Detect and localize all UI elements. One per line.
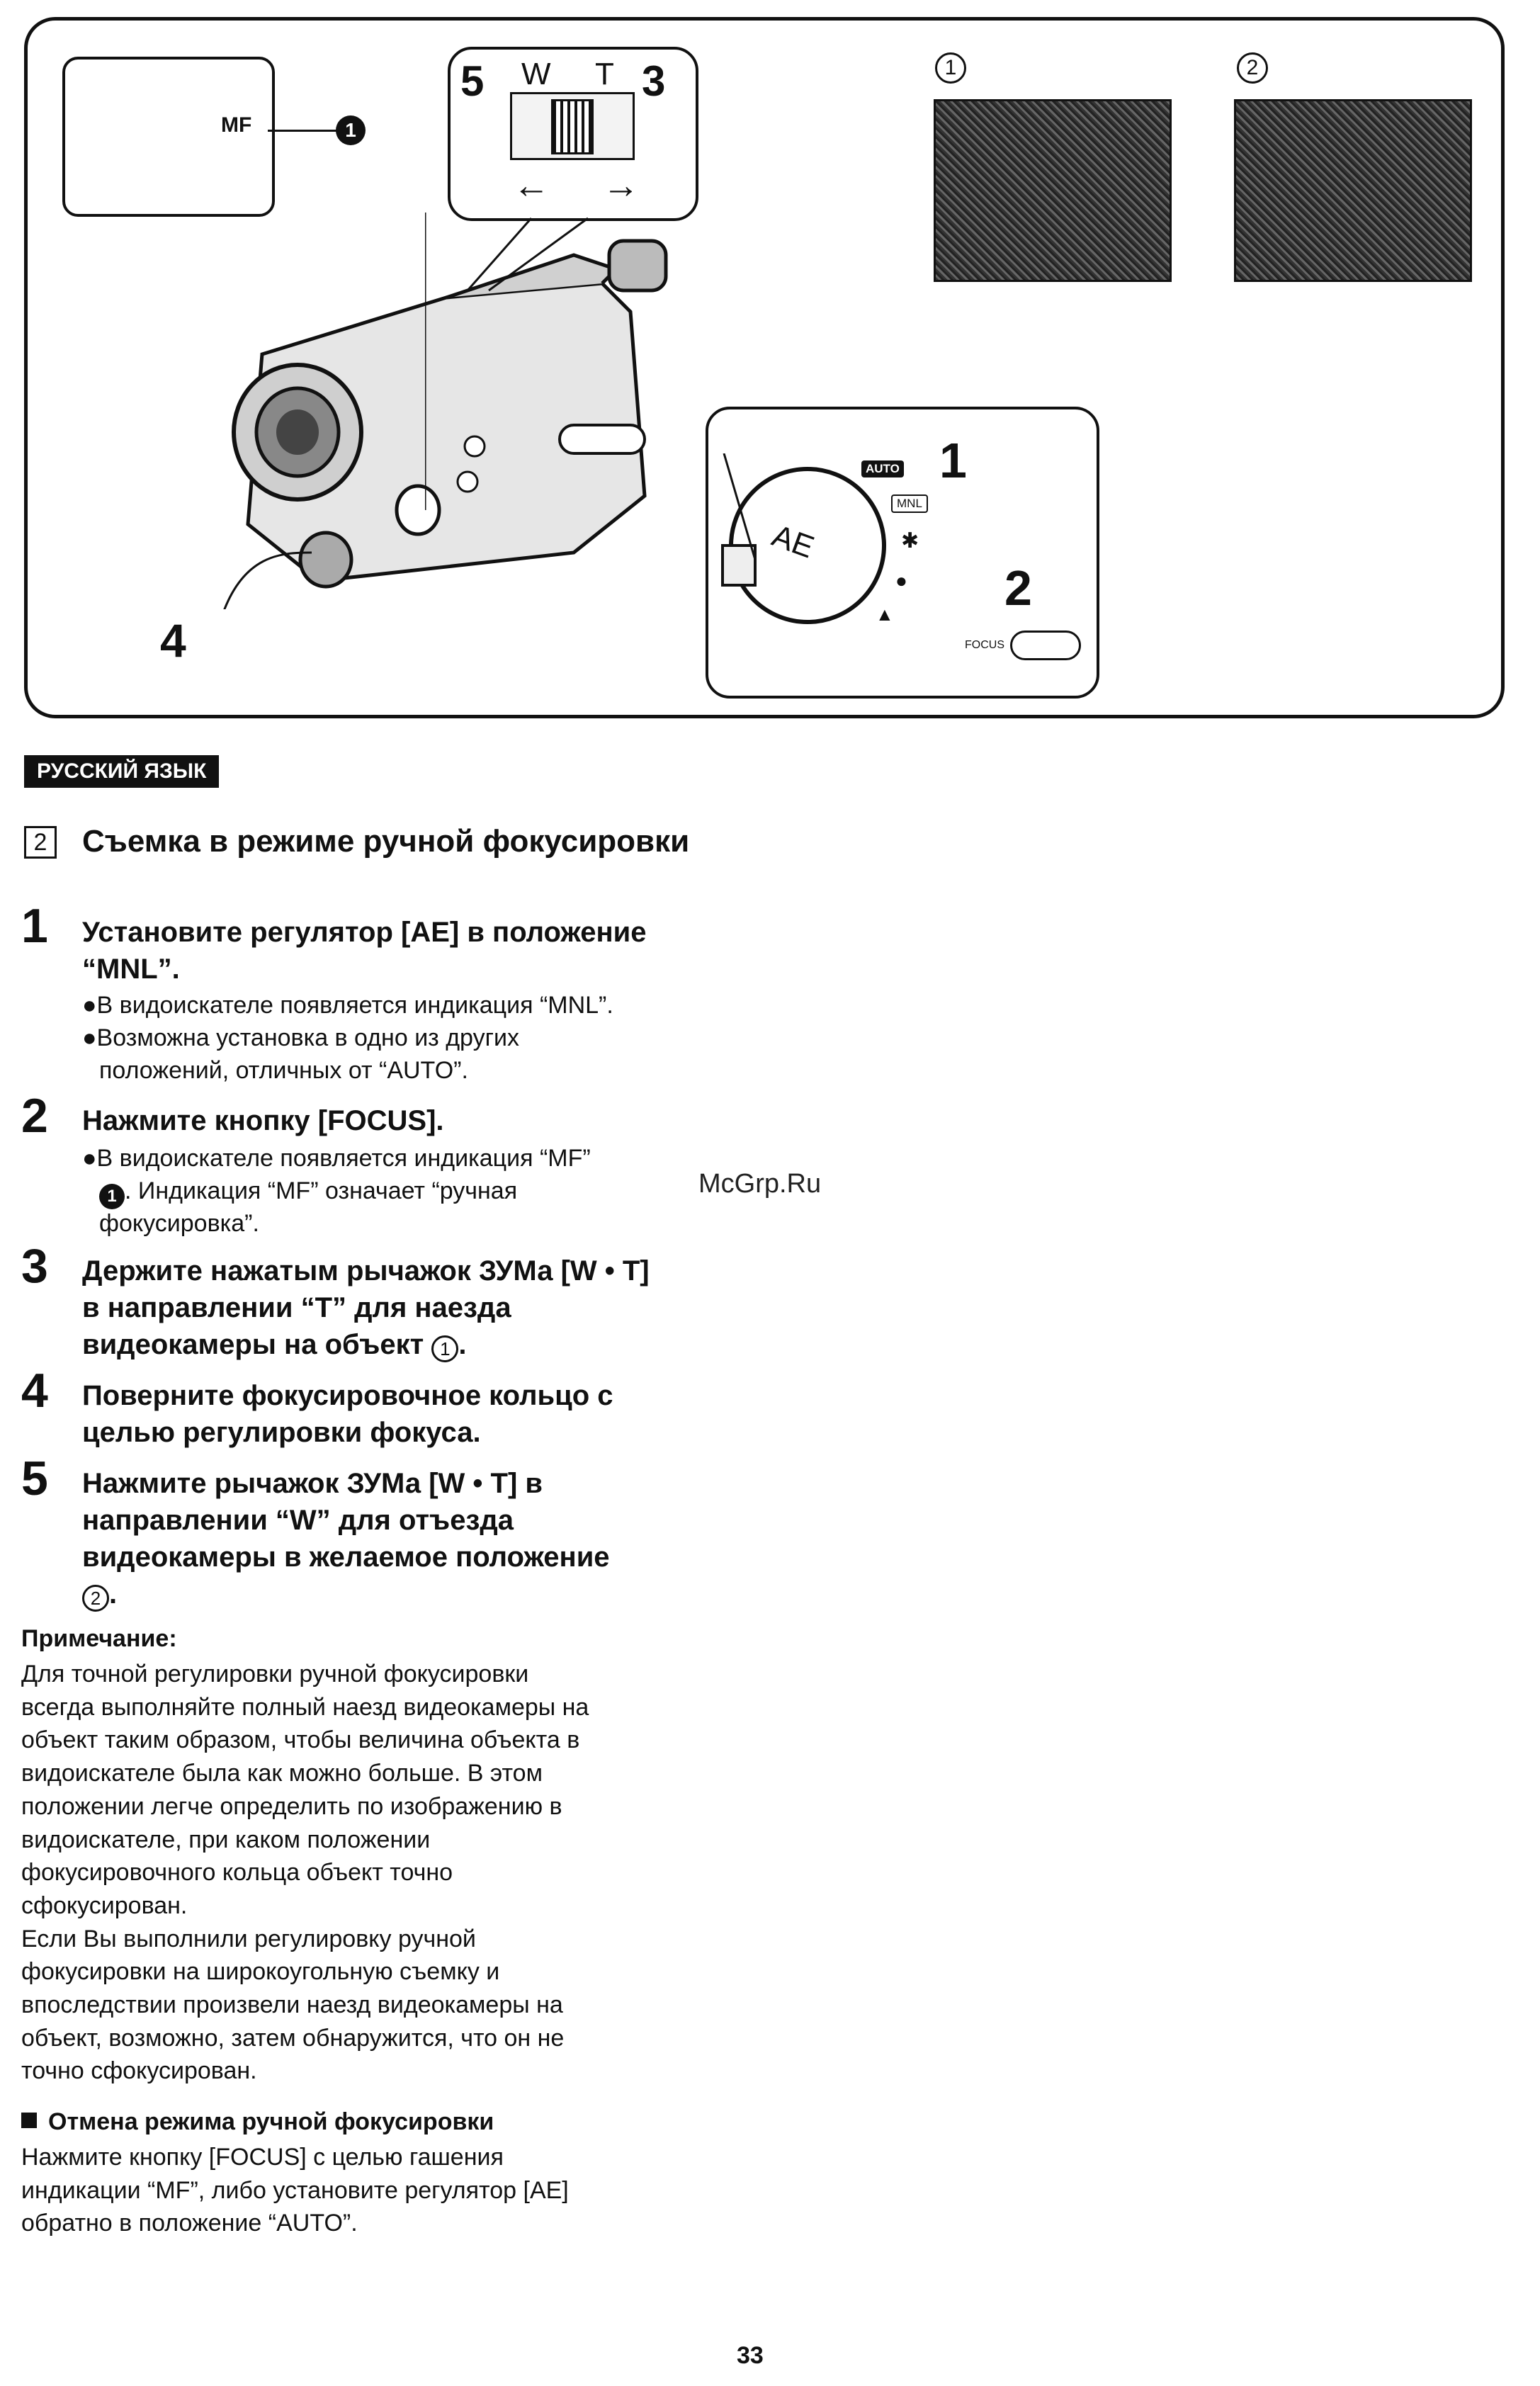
ae-mnl-mode-label: MNL xyxy=(891,494,928,513)
cancel-body xyxy=(21,2141,701,2240)
step-2-bullet-1-text: . Индикация “MF” означает “ручная xyxy=(125,1177,518,1204)
step-1-number: 1 xyxy=(21,899,48,953)
step-1-bullet-2: ●Возможна установка в одно из других xyxy=(82,1024,519,1051)
callout-pointer-lines xyxy=(425,213,723,510)
step-1-title: Установите регулятор [AE] в положение “MNL”. xyxy=(82,917,647,985)
ae-step-label-2: 2 xyxy=(1004,560,1032,616)
step-5-end: . xyxy=(109,1578,118,1610)
step-5-number: 5 xyxy=(21,1452,48,1505)
zoom-w-label: W xyxy=(521,57,551,91)
focus-button xyxy=(1010,631,1081,660)
square-bullet-icon xyxy=(21,2113,37,2128)
note-line: всегда выполняйте полный наезд видеокамеры на xyxy=(21,1693,589,1721)
note-line: сфокусирован. xyxy=(21,1892,188,1919)
zoom-slider-knob xyxy=(551,99,594,154)
note-line: точно сфокусирован. xyxy=(21,2057,257,2085)
note-title: Примечание: xyxy=(21,1625,177,1652)
focus-ring-label-4: 4 xyxy=(160,614,186,667)
note-line: впоследствии произвели наезд видеокамеры на xyxy=(21,1991,563,2019)
callout-line xyxy=(268,130,339,132)
step-5-line-2: направлении “W” для отъезда xyxy=(82,1505,514,1536)
step-3-line-2: в направлении “T” для наезда xyxy=(82,1292,511,1323)
step-2-bullet-1-end: фокусировка”. xyxy=(99,1210,259,1237)
callout-badge-1-inline: 1 xyxy=(99,1184,125,1209)
step-5-line-4 xyxy=(82,1576,720,1612)
low-light-mode-icon: ▲ xyxy=(876,604,894,625)
focus-button-label: FOCUS xyxy=(965,639,1004,651)
ae-auto-mode-label: AUTO xyxy=(861,460,904,477)
note-line: Если Вы выполнили регулировку ручной xyxy=(21,1925,476,1952)
step-4-line-1: Поверните фокусировочное кольцо с xyxy=(82,1380,613,1411)
step-3-line-3 xyxy=(82,1326,720,1363)
note-line: видоискателе была как можно больше. В этом xyxy=(21,1760,543,1787)
ae-dial-label: AE xyxy=(767,518,819,565)
section-title: Съемка в режиме ручной фокусировки xyxy=(82,824,690,859)
sample-photo-wide xyxy=(1234,99,1472,282)
zoom-label-5: 5 xyxy=(460,57,485,105)
watermark: McGrp.Ru xyxy=(698,1169,822,1199)
step-5-line-3: видеокамеры в желаемое положение xyxy=(82,1542,610,1573)
step-3-line-3-text: видеокамеры на объект xyxy=(82,1329,424,1360)
note-line: фокусировочного кольца объект точно xyxy=(21,1859,453,1887)
step-3-line-1: Держите нажатым рычажок ЗУМа [W • T] xyxy=(82,1255,650,1287)
cancel-line: индикации “MF”, либо установите регулятор [AE] xyxy=(21,2176,569,2204)
zoom-label-3: 3 xyxy=(642,57,666,105)
note-line: объект таким образом, чтобы величина объекта в xyxy=(21,1726,580,1754)
step-5-line-1: Нажмите рычажок ЗУМа [W • T] в xyxy=(82,1468,543,1499)
cancel-line: обратно в положение “AUTO”. xyxy=(21,2210,358,2237)
step-2-title: Нажмите кнопку [FOCUS]. xyxy=(82,1105,444,1136)
step-2-bullet-1: ●В видоискателе появляется индикация “MF” xyxy=(82,1145,591,1172)
note-line: Для точной регулировки ручной фокусировки xyxy=(21,1661,529,1687)
note-line: видоискателе, при каком положении xyxy=(21,1826,431,1853)
sports-mode-icon: ✱ xyxy=(901,529,919,553)
note-line: объект, возможно, затем обнаружится, что он не xyxy=(21,2024,565,2052)
photo-ref-2: 2 xyxy=(82,1585,109,1612)
photo-ref-1: 1 xyxy=(431,1335,458,1362)
portrait-mode-icon: ● xyxy=(895,570,907,592)
cancel-title xyxy=(21,2108,494,2136)
zoom-direction-arrows: ← → xyxy=(513,165,661,206)
step-2-number: 2 xyxy=(21,1089,48,1143)
section-number: 2 xyxy=(24,826,57,859)
sample-photo-close-up xyxy=(934,99,1172,282)
zoom-t-label: T xyxy=(595,57,614,91)
cancel-line: Нажмите кнопку [FOCUS] с целью гашения xyxy=(21,2144,504,2171)
ae-step-label-1: 1 xyxy=(939,433,967,488)
step-3-end: . xyxy=(458,1329,467,1360)
step-2-bullet-1-cont xyxy=(99,1175,737,1209)
photo-number-1: 1 xyxy=(935,52,966,84)
step-1-bullet-1: ●В видоискателе появляется индикация “MNL”. xyxy=(82,992,613,1019)
step-4-number: 4 xyxy=(21,1364,48,1418)
callout-badge-1: 1 xyxy=(336,115,366,145)
mf-indicator-label: MF xyxy=(221,113,252,137)
note-line: положении легче определить по изображению в xyxy=(21,1792,562,1820)
photo-number-2: 2 xyxy=(1237,52,1268,84)
note-line: фокусировки на широкоугольную съемку и xyxy=(21,1958,500,1986)
language-tag: РУССКИЙ ЯЗЫК xyxy=(24,755,219,788)
step-4-line-2: целью регулировки фокуса. xyxy=(82,1417,481,1448)
note-body xyxy=(21,1658,701,2088)
step-3-number: 3 xyxy=(21,1239,48,1293)
page-number: 33 xyxy=(737,2342,764,2369)
step-1-bullet-2-cont: положений, отличных от “AUTO”. xyxy=(99,1057,468,1084)
cancel-title-text: Отмена режима ручной фокусировки xyxy=(48,2108,494,2135)
